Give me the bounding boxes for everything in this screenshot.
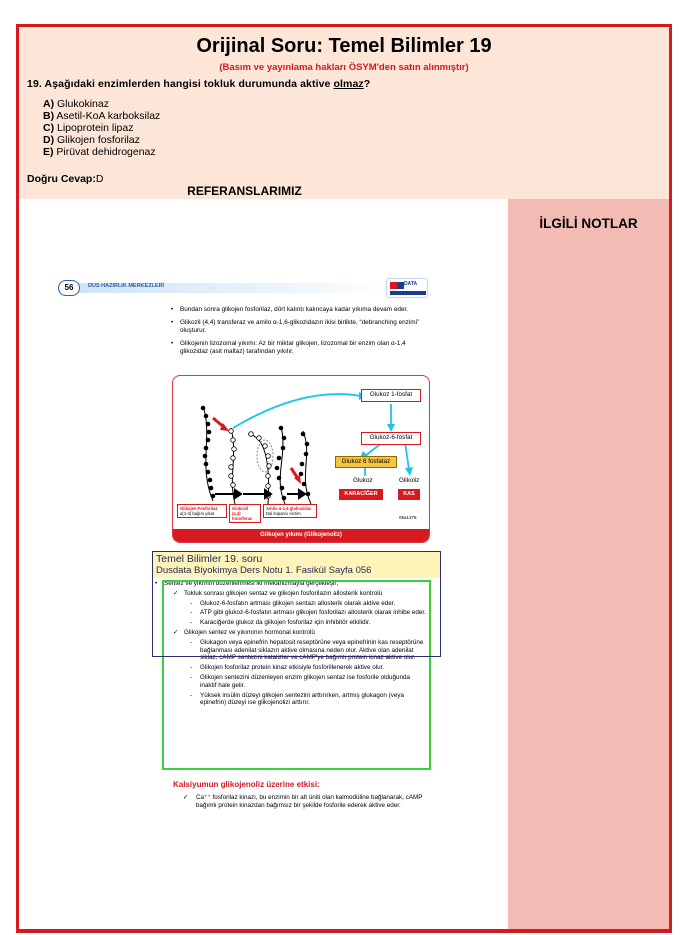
logo-text: DATA: [404, 281, 418, 287]
option-letter: D): [43, 134, 55, 146]
glycogenolysis-diagram: [172, 375, 430, 543]
option-letter: B): [43, 110, 55, 122]
book-page-banner: [58, 280, 428, 296]
regulation-line: - Karaciğerde glukoz da glikojen fosforilaz için inhibitör etkilidir.: [150, 619, 430, 627]
flow-arrowhead: [405, 467, 413, 476]
legend-title: Glukozil (4,4): [232, 506, 249, 516]
glycolysis-label: Glikoliz: [399, 477, 420, 484]
flow-arrow-cyan: [233, 394, 361, 428]
glucose-units-open: [229, 429, 272, 499]
regulation-line: • Sentez ve yıkımın düzenlenmesi iki mekanizmayla gerçekleşir;: [150, 580, 430, 588]
answer-label: Doğru Cevap:: [27, 173, 96, 185]
book-bullet: • Glikojenin lizozomal yıkımı: Az bir miktar glikojen, lizozomal bir enzim olan α-1,4 glikozidaz (asit maltaz) tarafından yıkılır.: [170, 340, 432, 357]
notes-title: İLGİLİ NOTLAR: [539, 216, 638, 231]
notes-panel: [508, 199, 669, 932]
source-question-label: Temel Bilimler 19. soru: [156, 553, 263, 565]
option-text: Pirüvat dehidrogenaz: [53, 146, 156, 158]
option-text: Lipoprotein lipaz: [54, 122, 134, 134]
option-e: [43, 146, 160, 158]
flow-arrow-cyan: [405, 442, 409, 470]
logo-square-red: [390, 282, 397, 289]
copyright-note: (Basım ve yayınlama hakları ÖSYM'den satın alınmıştır): [219, 62, 469, 73]
liver-badge: KARACİĞER: [339, 489, 383, 500]
glucose-label: Glukoz: [353, 477, 373, 484]
legend-debranching: [263, 504, 317, 518]
bottom-border: [16, 929, 672, 933]
answer-value: D: [95, 173, 104, 185]
question-emphasis: olmaz: [333, 78, 364, 90]
regulation-line: - Glukoz-6-fosfatın artması glikojen sentazı allosterik olarak aktive eder.: [150, 600, 430, 608]
legend-text: transferaz: [232, 516, 253, 521]
legend-title: Amilo α-1,6 glukozidaz: [266, 506, 312, 511]
question-suffix: ?: [363, 78, 371, 90]
legend-title: Glikojen Fosforilaz: [180, 506, 218, 511]
checkmark-icon: ✓: [183, 794, 189, 801]
question-prefix: 19. Aşağıdaki enzimlerden hangisi tokluk durumunda aktive: [27, 78, 334, 90]
option-letter: E): [43, 146, 54, 158]
regulation-line: - Yüksek insülin düzeyi glikojen sentezini arttırırken, artmış glukagon (veya epinefrin) düzeyi ise glikojenolizi arttırır.: [150, 692, 430, 708]
glucose-6-phosphate-box: Glukoz-6-fosfat: [361, 432, 421, 445]
regulation-line: - Glikojen fosforilaz protein kinaz etkisiyle fosforillenerek aktive olur.: [150, 664, 430, 672]
regulation-line: ✓ Tokluk sonrası glikojen sentaz ve glikojen fosforilazın allosterik kontrolü: [150, 590, 430, 598]
references-title: REFERANSLARIMIZ: [187, 184, 302, 198]
flow-arrowhead: [387, 424, 395, 432]
regulation-line: - ATP gibi glukoz-6-fosfatın artması glikojen fosforilazı allosterik olarak inhibe eder.: [150, 609, 430, 617]
diagram-caption: Glikojen yıkımı (Glikojenoliz): [173, 529, 429, 542]
page-number: 56: [58, 280, 80, 296]
option-text: Asetil-KoA karboksilaz: [54, 110, 161, 122]
banner-text: DUS HAZIRLIK MERKEZLERİ: [88, 283, 165, 289]
calcium-text: Ca⁺⁺ fosforilaz kinazı, bu enzimin bir alt üniti olan kalmodüline bağlanarak, cAMP bağımlı protein kinazdan bağımsız bir şekilde fosforile ederek aktive eder.: [196, 794, 423, 809]
regulation-line: ✓ Glikojen sentez ve yıkımının hormonal kontrolü: [150, 629, 430, 637]
legend-transferase: [229, 504, 261, 523]
figure-code: 05a1378: [399, 515, 417, 520]
glucose-1-phosphate-box: Glukoz 1-fosfat: [361, 389, 421, 402]
source-highlight-box: [152, 551, 441, 657]
option-b: [43, 110, 160, 122]
legend-phosphorylase: [177, 504, 227, 518]
option-c: [43, 122, 160, 134]
source-highlight-header: [153, 552, 440, 578]
logo-square-blue: [397, 282, 404, 289]
question-header: [19, 27, 669, 199]
publisher-logo: [386, 278, 428, 298]
option-text: Glikojen fosforilaz: [54, 134, 140, 146]
option-text: Glukokinaz: [54, 98, 109, 110]
glucose-6-phosphatase-box: Glukoz 6 fosfataz: [335, 456, 397, 468]
muscle-badge: KAS: [398, 489, 420, 500]
source-reference-label: Dusdata Biyokimya Ders Notu 1. Fasikül Sayfa 056: [156, 565, 372, 576]
regulation-line: - Glikojen sentezini düzenleyen enzim glikojen sentaz ise fosforile olduğunda inaktif hale gelir.: [150, 674, 430, 690]
arrow-right-icons: [215, 490, 305, 498]
question-text: [27, 78, 370, 90]
option-letter: A): [43, 98, 55, 110]
answer-options: [43, 98, 160, 158]
book-bullet: • Bundan sonra glikojen fosforilaz, dört kalıntı kalıncaya kadar yıkıma devam eder.: [170, 306, 432, 315]
logo-underline: [390, 291, 426, 295]
page-title: Orijinal Soru: Temel Bilimler 19: [196, 35, 492, 57]
legend-text: Dal koparıcı enzim: [266, 511, 301, 516]
legend-text: α(1-4) bağını yıkar: [180, 511, 215, 516]
option-letter: C): [43, 122, 55, 134]
calcium-heading: Kalsiyumun glikojenoliz üzerine etkisi:: [173, 780, 320, 789]
option-d: [43, 134, 160, 146]
book-bullets: [170, 306, 432, 361]
book-bullet: • Glikozil (4,4) transferaz ve amilo α-1,6-glikozidazın ikisi birlikte, “debranching enzimi” oluşturur.: [170, 319, 432, 336]
regulation-line: - Glukagon veya epinefrin hepatosit reseptörüne veya epinefrinin kas reseptörüne bağlanması adenilat siklazın aktive olmasına neden olur. Aktive olan adenilat siklaz, cAMP sentezini katalizler ve cAMP'ye bağımlı protein kinaz aktive olur.: [150, 639, 430, 662]
option-a: [43, 98, 160, 110]
